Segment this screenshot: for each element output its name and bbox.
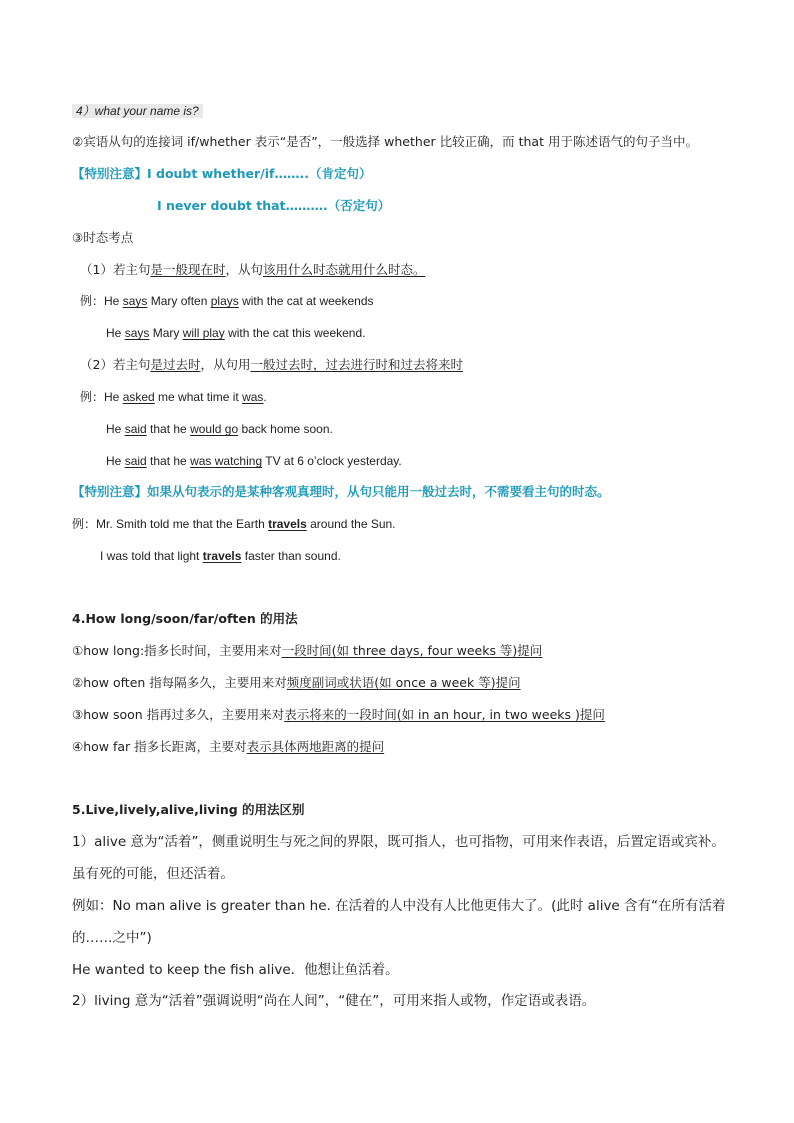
usage-line: ③how soon 指再过多久，主要用来对表示将来的一段时间(如 in an hour, in two weeks )提问 [72, 707, 605, 722]
usage-line: ①how long:指多长时间，主要用来对一段时间(如 three days, four weeks 等)提问 [72, 643, 543, 658]
paragraph: 虽有死的可能，但还活着。 [72, 866, 234, 882]
section-subheading: ③时态考点 [72, 230, 134, 245]
example-line: He said that he would go back home soon. [106, 422, 333, 436]
example-line: I was told that light travels faster than sound. [100, 549, 341, 563]
special-note-continuation: I never doubt that……….（否定句） [157, 198, 391, 213]
usage-line: ④how far 指多长距离，主要对表示具体两地距离的提问 [72, 739, 385, 754]
paragraph: ②宾语从句的连接词 if/whether 表示“是否”，一般选择 whether 比较正确，而 that 用于陈述语气的句子当中。 [72, 134, 698, 149]
paragraph: 例如：No man alive is greater than he. 在活着的人中没有人比他更伟大了。(此时 alive 含有“在所有活着 [72, 898, 726, 914]
example-line: He says Mary will play with the cat this weekend. [106, 326, 366, 340]
special-note: 【特别注意】如果从句表示的是某种客观真理时，从句只能用一般过去时，不需要看主句的时态。 [72, 484, 610, 499]
rule-line: （2）若主句是过去时，从句用一般过去时，过去进行时和过去将来时 [80, 357, 463, 372]
usage-line: ②how often 指每隔多久，主要用来对频度副词或状语(如 once a week 等)提问 [72, 675, 521, 690]
paragraph: He wanted to keep the fish alive．他想让鱼活着。 [72, 962, 399, 978]
example-line: He said that he was watching TV at 6 o’clock yesterday. [106, 454, 402, 468]
rule-line: （1）若主句是一般现在时，从句该用什么时态就用什么时态。 [80, 262, 426, 277]
paragraph: 1）alive 意为“活着”，侧重说明生与死之间的界限，既可指人，也可指物，可用来作表语，后置定语或宾补。 [72, 834, 725, 850]
list-item: 4）what your name is? [72, 102, 203, 120]
example-line: 例：He asked me what time it was. [80, 390, 267, 404]
special-note: 【特别注意】I doubt whether/if……..（肯定句） [72, 166, 372, 181]
example-line: 例：Mr. Smith told me that the Earth travels around the Sun. [72, 517, 396, 531]
example-line: 例：He says Mary often plays with the cat at weekends [80, 294, 374, 308]
paragraph: 的……之中”) [72, 930, 152, 946]
section-heading: 5.Live,lively,alive,living 的用法区别 [72, 802, 305, 817]
paragraph: 2）living 意为“活着”强调说明“尚在人间”，“健在”，可用来指人或物，作定语或表语。 [72, 993, 596, 1009]
section-heading: 4.How long/soon/far/often 的用法 [72, 611, 298, 626]
